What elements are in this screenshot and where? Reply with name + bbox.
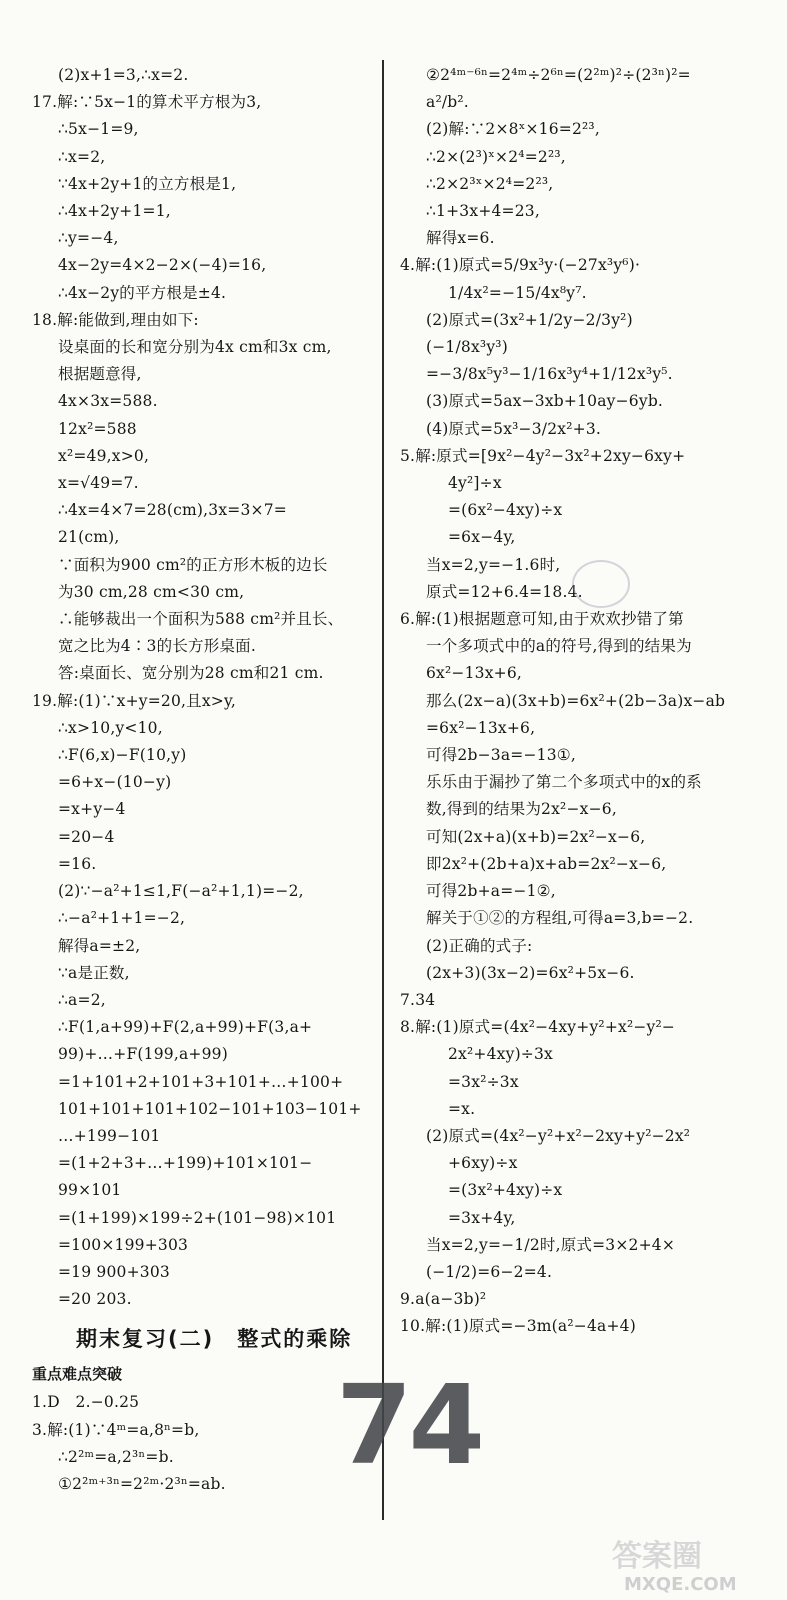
answer-line: 99)+…+F(199,a+99) <box>58 1045 228 1064</box>
answer-line: ∴−a²+1+1=−2, <box>58 909 186 928</box>
answer-line: (3)原式=5ax−3xb+10ay−6yb. <box>426 392 664 411</box>
answer-line: 4x−2y=4×2−2×(−4)=16, <box>58 256 267 275</box>
answer-line: 宽之比为4∶3的长方形桌面. <box>58 637 256 656</box>
answer-line: x²=49,x>0, <box>58 446 150 465</box>
answer-line: …+199−101 <box>58 1126 161 1145</box>
answer-line: =x+y−4 <box>58 800 126 819</box>
answer-line: ∴F(6,x)−F(10,y) <box>58 746 187 765</box>
answer-line: 当x=2,y=−1.6时, <box>426 555 561 574</box>
answer-line: 5.解:原式=[9x²−4y²−3x²+2xy−6xy+ <box>400 446 686 465</box>
right-column <box>400 62 755 1341</box>
answer-line: (−1/8x³y³) <box>426 338 508 357</box>
answer-line: ∵a是正数, <box>58 963 130 982</box>
answer-line: ∴4x−2y的平方根是±4. <box>58 283 227 302</box>
answer-line: ∵面积为900 cm²的正方形木板的边长 <box>58 555 328 574</box>
answer-line: 6x²−13x+6, <box>426 664 523 683</box>
answer-line: 可得2b+a=−1②, <box>426 882 556 901</box>
answer-line: (2)原式=(4x²−y²+x²−2xy+y²−2x² <box>426 1126 691 1145</box>
section-title: 期末复习(二) 整式的乘除 <box>76 1327 353 1352</box>
left-tail-lines <box>32 1389 372 1498</box>
answer-line: 1/4x²=−15/4x⁸y⁷. <box>448 283 587 302</box>
answer-line: 4.解:(1)原式=5/9x³y·(−27x³y⁶)· <box>400 256 641 275</box>
answer-line: 那么(2x−a)(3x+b)=6x²+(2b−3a)x−ab <box>426 691 726 710</box>
answer-line: ∴y=−4, <box>58 229 119 248</box>
answer-line: =3x+4y, <box>448 1208 516 1227</box>
answer-line: ∴1+3x+4=23, <box>426 202 540 221</box>
answer-line: ∴F(1,a+99)+F(2,a+99)+F(3,a+ <box>58 1018 313 1037</box>
left-column <box>32 62 372 1498</box>
answer-line: 8.解:(1)原式=(4x²−4xy+y²+x²−y²− <box>400 1018 676 1037</box>
answer-line: =(6x²−4xy)÷x <box>448 501 563 520</box>
answer-line: ∴x=2, <box>58 147 106 166</box>
answer-line: =20 203. <box>58 1290 132 1309</box>
answer-line: (2x+3)(3x−2)=6x²+5x−6. <box>426 963 635 982</box>
answer-line: 10.解:(1)原式=−3m(a²−4a+4) <box>400 1317 636 1336</box>
answer-line: 当x=2,y=−1/2时,原式=3×2+4× <box>426 1235 676 1254</box>
answer-line: =6x−4y, <box>448 528 516 547</box>
answer-line: 9.a(a−3b)² <box>400 1290 487 1309</box>
answer-line: 101+101+101+102−101+103−101+ <box>58 1099 362 1118</box>
answer-line: 数,得到的结果为2x²−x−6, <box>426 800 617 819</box>
answer-line: ∵4x+2y+1的立方根是1, <box>58 174 237 193</box>
answer-line: =3x²÷3x <box>448 1072 519 1091</box>
answer-line: 根据题意得, <box>58 365 142 384</box>
answer-line: 可知(2x+a)(x+b)=2x²−x−6, <box>426 827 646 846</box>
answer-line: =20−4 <box>58 827 115 846</box>
answer-line: 为30 cm,28 cm<30 cm, <box>58 582 245 601</box>
answer-line: (4)原式=5x³−3/2x²+3. <box>426 419 602 438</box>
answer-line: (2)原式=(3x²+1/2y−2/3y²) <box>426 310 633 329</box>
answer-line: 解得a=±2, <box>58 936 141 955</box>
answer-line: ∴2×(2³)ˣ×2⁴=2²³, <box>426 147 566 166</box>
ink-stamp <box>572 560 630 608</box>
answer-line: 3.解:(1)∵4ᵐ=a,8ⁿ=b, <box>32 1420 200 1439</box>
answer-line: =(1+199)×199÷2+(101−98)×101 <box>58 1208 337 1227</box>
answer-line: (2)∵−a²+1≤1,F(−a²+1,1)=−2, <box>58 882 304 901</box>
answer-line: (−1/2)=6−2=4. <box>426 1262 553 1281</box>
answer-line: 17.解:∵5x−1的算术平方根为3, <box>32 93 262 112</box>
answer-line: 7.34 <box>400 990 436 1009</box>
answer-line: =19 900+303 <box>58 1262 170 1281</box>
answer-line: (2)正确的式子: <box>426 936 533 955</box>
answer-line: ∴x>10,y<10, <box>58 718 163 737</box>
answer-line: ∴能够裁出一个面积为588 cm²并且长、 <box>58 610 344 629</box>
answer-line: 99×101 <box>58 1181 122 1200</box>
answer-line: 12x²=588 <box>58 419 137 438</box>
subsection-title: 重点难点突破 <box>32 1365 123 1384</box>
answer-line: ∴2²ᵐ=a,2³ⁿ=b. <box>58 1447 174 1466</box>
answer-line: 原式=12+6.4=18.4. <box>426 582 583 601</box>
answer-line: =1+101+2+101+3+101+…+100+ <box>58 1072 344 1091</box>
answer-line: 18.解:能做到,理由如下: <box>32 310 199 329</box>
answer-line: =16. <box>58 854 97 873</box>
answer-line: 4x×3x=588. <box>58 392 158 411</box>
answer-line: 设桌面的长和宽分别为4x cm和3x cm, <box>58 338 332 357</box>
left-answer-lines <box>32 62 372 1313</box>
answer-line: ∴4x=4×7=28(cm),3x=3×7= <box>58 501 287 520</box>
answer-line: ∴5x−1=9, <box>58 120 139 139</box>
answer-line: 一个多项式中的a的符号,得到的结果为 <box>426 637 692 656</box>
answer-line: ①2²ᵐ⁺³ⁿ=2²ᵐ·2³ⁿ=ab. <box>58 1474 226 1493</box>
answer-line: 1.D 2.−0.25 <box>32 1393 140 1412</box>
answer-line: 2x²+4xy)÷3x <box>448 1045 554 1064</box>
answer-line: =6+x−(10−y) <box>58 773 172 792</box>
answer-line: 6.解:(1)根据题意可知,由于欢欢抄错了第 <box>400 610 684 629</box>
column-divider <box>382 60 384 1520</box>
page-number: 74 <box>336 1361 482 1489</box>
answer-line: 19.解:(1)∵x+y=20,且x>y, <box>32 691 237 710</box>
answer-line: ∴4x+2y+1=1, <box>58 202 171 221</box>
answer-line: =100×199+303 <box>58 1235 189 1254</box>
watermark-url: MXQE.COM <box>624 1574 737 1595</box>
answer-line: (2)解:∵2×8ˣ×16=2²³, <box>426 120 600 139</box>
answer-line: =x. <box>448 1099 476 1118</box>
answer-line: ∴a=2, <box>58 990 106 1009</box>
answer-line: 21(cm), <box>58 528 120 547</box>
answer-line: a²/b². <box>426 93 469 112</box>
watermark-logo: 答案圈 <box>612 1539 702 1574</box>
answer-line: 解得x=6. <box>426 229 495 248</box>
answer-line: =(3x²+4xy)÷x <box>448 1181 563 1200</box>
answer-line: (2)x+1=3,∴x=2. <box>58 66 189 84</box>
right-answer-lines <box>400 62 755 1341</box>
answer-line: =(1+2+3+…+199)+101×101− <box>58 1154 313 1173</box>
answer-line: 4y²]÷x <box>448 474 502 493</box>
answer-line: +6xy)÷x <box>448 1154 518 1173</box>
answer-line: 答:桌面长、宽分别为28 cm和21 cm. <box>58 664 324 683</box>
answer-line: 解关于①②的方程组,可得a=3,b=−2. <box>426 909 694 928</box>
answer-line: =−3/8x⁵y³−1/16x³y⁴+1/12x³y⁵. <box>426 365 673 384</box>
answer-line: ②2⁴ᵐ⁻⁶ⁿ=2⁴ᵐ÷2⁶ⁿ=(2²ᵐ)²÷(2³ⁿ)²= <box>426 66 691 84</box>
answer-line: 可得2b−3a=−13①, <box>426 746 576 765</box>
answer-line: x=√49=7. <box>58 474 139 493</box>
answer-line: 乐乐由于漏抄了第二个多项式中的x的系 <box>426 773 702 792</box>
answer-line: ∴2×2³ˣ×2⁴=2²³, <box>426 174 554 193</box>
answer-line: 即2x²+(2b+a)x+ab=2x²−x−6, <box>426 854 667 873</box>
answer-line: =6x²−13x+6, <box>426 718 536 737</box>
